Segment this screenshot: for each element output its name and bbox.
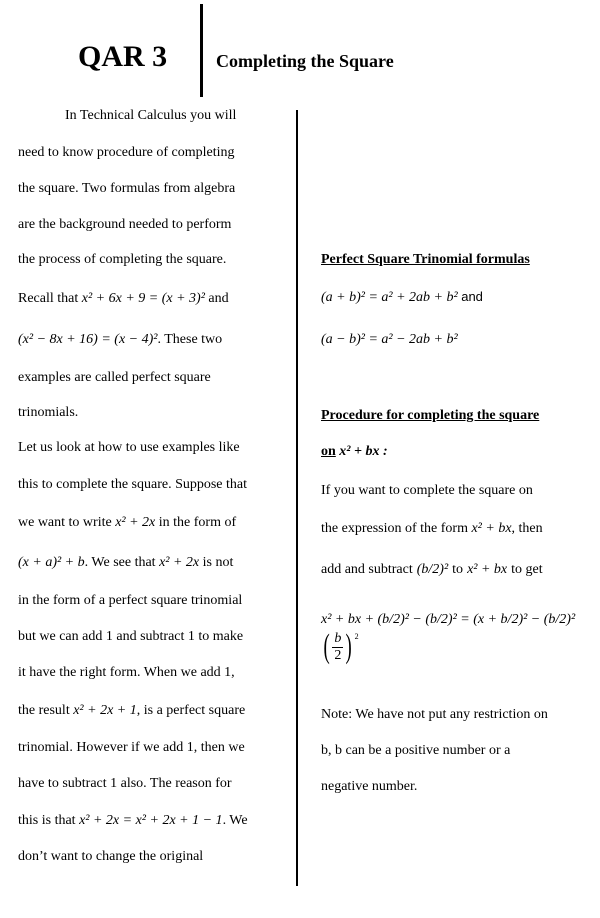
recall-equation: x² + 6x + 9 = (x + 3)²	[81, 291, 205, 306]
note-line: negative number.	[321, 779, 418, 794]
line2-suffix: , then	[511, 521, 543, 536]
form-suffix: is not	[202, 555, 234, 570]
header-divider	[200, 4, 203, 97]
formula-1: (a + b)² = a² + 2ab + b²	[321, 290, 458, 305]
recall-line	[18, 291, 229, 307]
fraction-denominator: 2	[334, 647, 342, 663]
text-line: examples are called perfect square	[18, 370, 211, 385]
formula-2: (a − b)² = a² − 2ab + b²	[321, 332, 458, 347]
text-line: have to subtract 1 also. The reason for	[18, 776, 232, 791]
formula-1-line	[321, 289, 483, 306]
line3-mid: to	[452, 562, 464, 577]
recall-suffix: and	[208, 291, 229, 306]
text-line: but we can add 1 and subtract 1 to make	[18, 629, 244, 644]
form-equation: (x + a)² + b	[18, 555, 85, 570]
heading-on: on	[321, 444, 336, 459]
write-equation: x² + 2x	[115, 515, 156, 530]
text-line: trinomial. However if we add 1, then we	[18, 740, 245, 755]
reason-suffix: . We	[222, 813, 248, 828]
write-line	[18, 515, 236, 531]
eq2-line	[18, 332, 222, 348]
eq2-suffix: . These two	[157, 332, 223, 347]
text-line: In Technical Calculus you will	[65, 108, 237, 123]
text-line: are the background needed to perform	[18, 217, 232, 232]
recall-prefix: Recall that	[18, 291, 79, 306]
formula-1-suffix: and	[461, 289, 483, 304]
page-title: QAR 3	[78, 40, 168, 73]
fraction-squared: (b/2)²	[416, 562, 449, 577]
text-line: If you want to complete the square on	[321, 483, 533, 498]
add-subtract-line	[321, 562, 543, 578]
text-line: in the form of a perfect square trinomial	[18, 593, 243, 608]
page-subtitle: Completing the Square	[216, 51, 394, 71]
heading-2-cont	[321, 444, 388, 460]
text-line: the square. Two formulas from algebra	[18, 181, 236, 196]
form-mid: . We see that	[84, 555, 156, 570]
reason-equation: x² + 2x = x² + 2x + 1 − 1	[79, 813, 223, 828]
text-line: trinomials.	[18, 405, 79, 420]
write-prefix: we want to write	[18, 515, 112, 530]
completing-square-equation: x² + bx + (b/2)² − (b/2)² = (x + b/2)² − (b/2)²	[321, 612, 576, 627]
section-heading: Perfect Square Trinomial formulas	[321, 252, 530, 267]
line2-expression: x² + bx	[471, 521, 512, 536]
note-line: Note: We have not put any restriction on	[321, 707, 548, 722]
result-suffix: , is a perfect square	[136, 703, 246, 718]
result-prefix: the result	[18, 703, 70, 718]
text-line: the process of completing the square.	[18, 252, 227, 267]
heading-expression: x² + bx :	[339, 444, 388, 459]
column-divider	[296, 110, 298, 886]
line3-prefix: add and subtract	[321, 562, 413, 577]
result-equation: x² + 2x + 1	[73, 703, 137, 718]
text-line: it have the right form. When we add 1,	[18, 665, 235, 680]
completing-square-fraction-legend: ( $\frac{b}{2}$ ) 2	[323, 628, 359, 665]
result-line	[18, 703, 245, 719]
reason-prefix: this is that	[18, 813, 76, 828]
expression-line	[321, 521, 543, 537]
section-heading: Procedure for completing the square	[321, 408, 540, 423]
fraction-numerator: b	[334, 631, 342, 647]
text-line: this to complete the square. Suppose that	[18, 477, 248, 492]
text-line: don’t want to change the original	[18, 849, 204, 864]
text-line: Let us look at how to use examples like	[18, 440, 240, 455]
line3-expression: x² + bx	[467, 562, 508, 577]
formula-2-line	[321, 332, 458, 348]
form-line	[18, 555, 233, 571]
form-equation-2: x² + 2x	[159, 555, 200, 570]
line2-prefix: the expression of the form	[321, 521, 468, 536]
reason-line	[18, 813, 248, 829]
note-line: b, b can be a positive number or a	[321, 743, 511, 758]
equation-2: (x² − 8x + 16) = (x − 4)²	[18, 332, 158, 347]
write-suffix: in the form of	[158, 515, 237, 530]
text-line: need to know procedure of completing	[18, 145, 235, 160]
line3-suffix: to get	[511, 562, 543, 577]
completing-square-equation-block	[321, 612, 575, 664]
